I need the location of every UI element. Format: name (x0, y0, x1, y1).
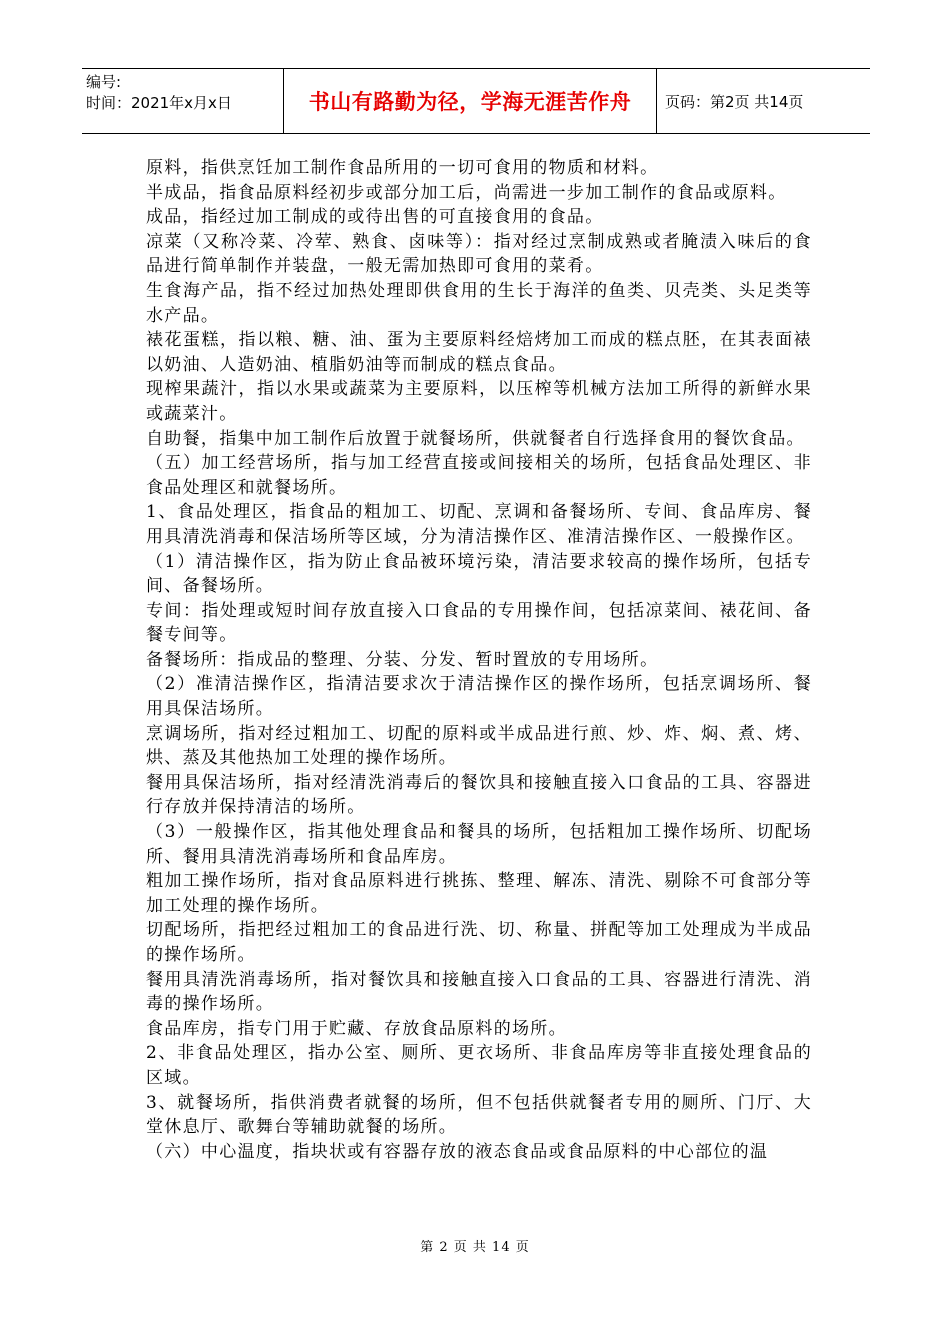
page-header (82, 68, 870, 134)
paragraph: （3）一般操作区，指其他处理食品和餐具的场所，包括粗加工操作场所、切配场所、餐用具清洗消毒场所和食品库房。 (146, 822, 812, 867)
paragraph: 切配场所，指把经过粗加工的食品进行洗、切、称量、拼配等加工处理成为半成品的操作场所。 (146, 920, 812, 965)
paragraph: 2、非食品处理区，指办公室、厕所、更衣场所、非食品库房等非直接处理食品的区域。 (146, 1043, 812, 1088)
document-body (146, 156, 812, 1164)
paragraph: （五）加工经营场所，指与加工经营直接或间接相关的场所，包括食品处理区、非食品处理区和就餐场所。 (146, 453, 812, 498)
paragraph: 烹调场所，指对经过粗加工、切配的原料或半成品进行煎、炒、炸、焖、煮、烤、烘、蒸及其他热加工处理的操作场所。 (146, 723, 812, 769)
page-footer: 第 2 页 共 14 页 (420, 1240, 530, 1255)
paragraph: （六）中心温度，指块状或有容器存放的液态食品或食品原料的中心部位的温 (146, 1141, 769, 1162)
document-number-label: 编号: (86, 73, 122, 91)
paragraph: 现榨果蔬汁，指以水果或蔬菜为主要原料，以压榨等机械方法加工所得的新鲜水果或蔬菜汁。 (146, 379, 812, 424)
paragraph: 生食海产品，指不经过加热处理即供食用的生长于海洋的鱼类、贝壳类、头足类等水产品。 (146, 280, 812, 326)
paragraph: 备餐场所：指成品的整理、分装、分发、暂时置放的专用场所。 (146, 649, 659, 670)
paragraph: 自助餐，指集中加工制作后放置于就餐场所，供就餐者自行选择食用的餐饮食品。 (146, 428, 805, 449)
paragraph: 1、食品处理区，指食品的粗加工、切配、烹调和备餐场所、专间、食品库房、餐用具清洗消毒和保洁场所等区域，分为清洁操作区、准清洁操作区、一般操作区。 (146, 502, 812, 547)
paragraph: 半成品，指食品原料经初步或部分加工后，尚需进一步加工制作的食品或原料。 (146, 182, 787, 203)
paragraph: 食品库房，指专门用于贮藏、存放食品原料的场所。 (146, 1018, 567, 1039)
document-date: 时间：2021年x月x日 (86, 94, 232, 112)
paragraph: 原料，指供烹饪加工制作食品所用的一切可食用的物质和材料。 (146, 158, 659, 178)
paragraph: 3、就餐场所，指供消费者就餐的场所，但不包括供就餐者专用的厕所、门厅、大堂休息厅、歌舞台等辅助就餐的场所。 (146, 1092, 812, 1138)
header-page-info: 页码：第2页 共14页 (665, 92, 804, 111)
paragraph: 凉菜（又称冷菜、冷荤、熟食、卤味等）：指对经过烹制成熟或者腌渍入味后的食品进行简单制作并装盘，一般无需加热即可食用的菜肴。 (146, 231, 812, 277)
paragraph: 成品，指经过加工制成的或待出售的可直接食用的食品。 (146, 207, 604, 228)
paragraph: 专间：指处理或短时间存放直接入口食品的专用操作间，包括凉菜间、裱花间、备餐专间等。 (146, 600, 812, 646)
paragraph: 裱花蛋糕，指以粮、糖、油、蛋为主要原料经焙烤加工而成的糕点胚，在其表面裱以奶油、人造奶油、植脂奶油等而制成的糕点食品。 (146, 330, 812, 375)
header-motto: 书山有路勤为径，学海无涯苦作舟 (284, 69, 657, 133)
paragraph: （1）清洁操作区，指为防止食品被环境污染，清洁要求较高的操作场所，包括专间、备餐场所。 (146, 551, 812, 597)
header-meta (82, 69, 284, 133)
paragraph: 餐用具保洁场所，指对经清洗消毒后的餐饮具和接触直接入口食品的工具、容器进行存放并保持清洁的场所。 (146, 772, 812, 818)
paragraph: （2）准清洁操作区，指清洁要求次于清洁操作区的操作场所，包括烹调场所、餐用具保洁场所。 (146, 674, 812, 720)
paragraph: 粗加工操作场所，指对食品原料进行挑拣、整理、解冻、清洗、剔除不可食部分等加工处理的操作场所。 (146, 871, 812, 916)
paragraph: 餐用具清洗消毒场所，指对餐饮具和接触直接入口食品的工具、容器进行清洗、消毒的操作场所。 (146, 969, 812, 1015)
